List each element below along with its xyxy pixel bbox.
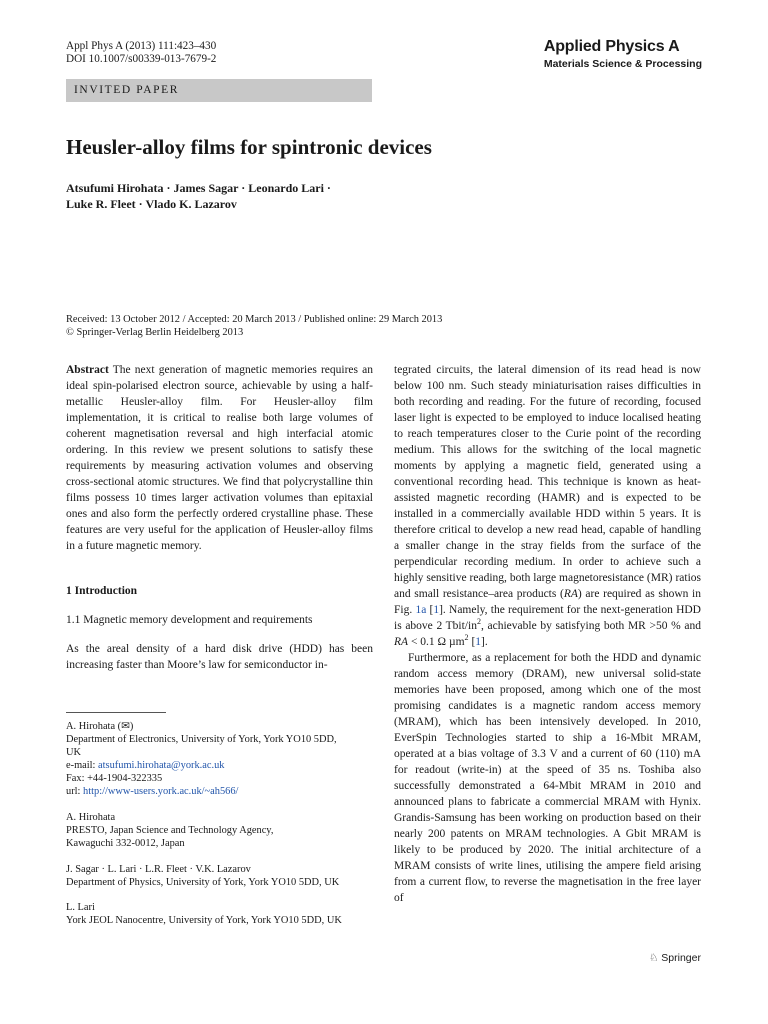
- abstract-text: The next generation of magnetic memories requires an ideal spin-polarised electron source, achievable by using a half-metallic Heusler-alloy film. For Heusler-alloy film implementation, it is critical to realise both large volumes of coherent magnetisation reversal and high interfacial atomic ordering. In this review we present solutions to satisfy these requirements by measuring activation volumes and observing cross-sectional atomic structures. We find that polycrystalline thin films possess 10 times larger activation volumes than epitaxial ones and also form the perfectly ordered crystalline phase. These features are very useful for the application of Heusler-alloy films in a future magnetic memory.: [66, 364, 373, 552]
- author-list: [66, 180, 331, 212]
- affiliation-3: [66, 863, 339, 889]
- affiliation-name: L. Lari: [66, 902, 95, 913]
- abstract-label: Abstract: [66, 364, 109, 376]
- affiliation-4: [66, 901, 342, 927]
- fax-line: Fax: +44-1904-322335: [66, 773, 163, 784]
- affiliation-line: UK: [66, 747, 82, 758]
- affiliation-name: J. Sagar · L. Lari · L.R. Fleet · V.K. Lazarov: [66, 864, 251, 875]
- url-line: [66, 785, 337, 798]
- affiliation-name: A. Hirohata: [66, 812, 116, 823]
- intro-paragraph-continued: tegrated circuits, the lateral dimension of its read head is now below 100 nm. Such steady miniaturisation raises difficulties in both recording and reading. For the future of recording, focused laser light is expected to be employed to induce localised heating to reach temperatures closer to the Curie point of the recording medium. This allows for the switching of the local magnetic moments by applying a magnetic field, generated using a conventional recording head. This technique is known as heat-assisted magnetic recording (HAMR) and is expected to be installed in a commercially available HDD within 5 years. It is therefore critical to develop a new read head, capable of handling a smaller change in the stray fields from the surface of the perpendicular recording medium. In order to achieve such a highly sensitive reading, both large magnetoresistance (MR) ratios and small resistance–area products (RA) are required as shown in Fig. 1a [1]. Namely, the requirement for the next-generation HDD is above 2 Tbit/$in^2$, achievable by satisfying both MR >50 % and RA < 0.1 Ω µm$^2$ [1].: [394, 364, 701, 648]
- affiliation-line: Kawaguchi 332-0012, Japan: [66, 838, 185, 849]
- citation-ref-link[interactable]: 1: [475, 636, 482, 648]
- right-column: [394, 362, 701, 906]
- figure-ref-link[interactable]: 1a: [415, 604, 427, 616]
- homepage-link[interactable]: http://www-users.york.ac.uk/~ah566/: [83, 786, 239, 797]
- abstract: [66, 362, 373, 554]
- affiliation-line: Department of Physics, University of York, York YO10 5DD, UK: [66, 877, 340, 888]
- url-label: url:: [66, 786, 81, 797]
- article-type-label: INVITED PAPER: [74, 84, 180, 96]
- journal-title: Applied Physics A: [543, 38, 680, 55]
- springer-footer: [649, 952, 701, 964]
- affiliation-line: York JEOL Nanocentre, University of York, York YO10 5DD, UK: [66, 915, 342, 926]
- paper-title: Heusler-alloy films for spintronic devices: [66, 135, 432, 159]
- affiliation-1: [66, 720, 337, 798]
- left-column: [66, 362, 373, 673]
- section-heading: 1 Introduction: [66, 585, 138, 597]
- journal-masthead: [544, 38, 702, 70]
- affiliation-line: Department of Electronics, University of York, York YO10 5DD,: [66, 734, 337, 745]
- publisher-name: Springer: [661, 952, 701, 964]
- copyright-line: © Springer-Verlag Berlin Heidelberg 2013: [66, 327, 244, 338]
- article-type-banner: [66, 79, 372, 102]
- affiliation-2: [66, 811, 273, 850]
- author-line-1: Atsufumi Hirohata · James Sagar · Leonardo Lari ·: [66, 181, 331, 195]
- doi: DOI 10.1007/s00339-013-7679-2: [66, 53, 217, 65]
- intro-paragraph: As the areal density of a hard disk drive (HDD) has been increasing faster than Moore’s law for semiconductor in-: [66, 643, 373, 671]
- affiliation-line: PRESTO, Japan Science and Technology Agency,: [66, 825, 274, 836]
- citation-ref-link[interactable]: 1: [433, 604, 440, 616]
- journal-subtitle: Materials Science & Processing: [543, 58, 702, 70]
- citation-header: [66, 40, 216, 66]
- email-link[interactable]: atsufumi.hirohata@york.ac.uk: [98, 760, 225, 771]
- footnote-divider: [66, 712, 166, 713]
- author-line-2: Luke R. Fleet · Vlado K. Lazarov: [66, 197, 237, 211]
- email-label: e-mail:: [66, 760, 96, 771]
- citation: Appl Phys A (2013) 111:423–430: [66, 40, 217, 52]
- publication-dates: [66, 313, 442, 339]
- affiliation-name: A. Hirohata (✉): [66, 721, 134, 732]
- subsection-heading: 1.1 Magnetic memory development and requirements: [66, 614, 313, 626]
- dates-line: Received: 13 October 2012 / Accepted: 20 March 2013 / Published online: 29 March 2013: [66, 314, 443, 325]
- email-line: [66, 759, 337, 772]
- springer-horse-icon: ♘: [648, 952, 659, 964]
- mram-paragraph: Furthermore, as a replacement for both the HDD and dynamic random access memory (DRAM), new universal solid-state memories have been proposed, among which one of the most promising candidates is a magnetic random access memory (MRAM), which has been intensively developed. In 2010, EverSpin Technologies started to ship a 16-Mbit MRAM, operated at a bias voltage of 3.3 V and a current of 60 (110) mA for readout (write-in) at the speed of 35 ns. Toshiba also successfully demonstrated a 64-Mbit MRAM in 2010 and announced plans to fabricate a commercial MRAM with Hynix. Grandis-Samsung has been working on production based on their nearly 200 patents on MRAM technologies. A Gbit MRAM is likely to be produced by 2020. The initial architecture of a MRAM consists of write lines, utilising the ampere field arising from a current flow, to reverse the magnetisation in the free layer of: [394, 652, 701, 904]
